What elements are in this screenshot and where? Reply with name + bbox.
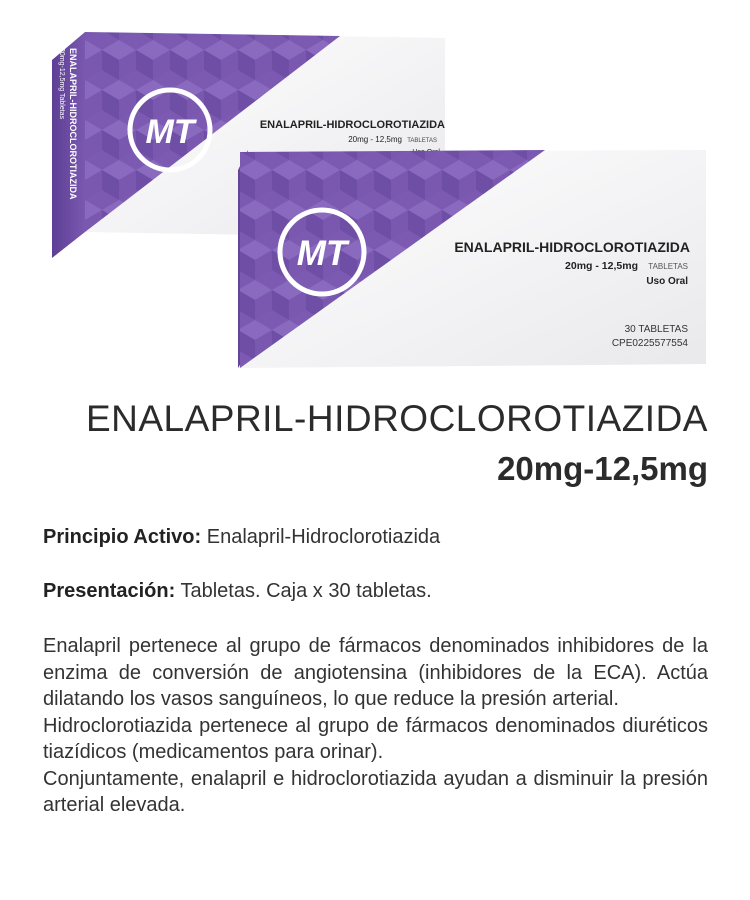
description-paragraph: Conjuntamente, enalapril e hidroclorotiazida ayudan a disminuir la presión arterial elevada. [43,767,708,816]
back-box-dose: 20mg - 12,5mg [348,135,402,144]
back-box-logo: MT [145,113,195,151]
front-box-code: CPE0225577554 [611,338,688,349]
front-box-name: ENALAPRIL-HIDROCLOROTIAZIDA [454,239,690,255]
back-box-side-dose: 20mg-12,5mg Tabletas [58,48,65,120]
back-box-form: TABLETAS [407,138,437,144]
description-paragraph: Hidroclorotiazida pertenece al grupo de fármacos denominados diuréticos tiazídicos (medicamentos para orinar). [43,714,708,763]
presentation-label: Presentación: [43,580,176,602]
active-ingredient-label: Principio Activo: [43,526,202,548]
description-paragraph: Enalapril pertenece al grupo de fármacos denominados inhibidores de la enzima de conversión de angiotensina (inhibidores de la ECA). Actúa dilatando los vasos sanguíneos, lo que reduce la presión arterial. [43,635,708,710]
back-box-name: ENALAPRIL-HIDROCLOROTIAZIDA [259,119,445,131]
front-box-count: 30 TABLETAS [624,324,688,335]
front-box-logo: MT [296,234,348,273]
front-box [238,150,706,368]
product-subtitle: 20mg-12,5mg [497,450,708,487]
active-ingredient-value: Enalapril-Hidroclorotiazida [206,526,441,548]
presentation-value: Tabletas. Caja x 30 tabletas. [180,580,432,602]
front-box-form: TABLETAS [648,262,688,271]
presentation-row [43,578,708,604]
product-image [0,0,750,380]
front-box-dose: 20mg - 12,5mg [565,260,638,272]
active-ingredient-row [43,524,708,550]
front-box-route: Uso Oral [646,276,688,287]
back-box-side-label: ENALAPRIL-HIDROCLOROTIAZIDA [68,48,78,200]
description [43,633,708,819]
product-title: ENALAPRIL-HIDROCLOROTIAZIDA [85,398,708,439]
